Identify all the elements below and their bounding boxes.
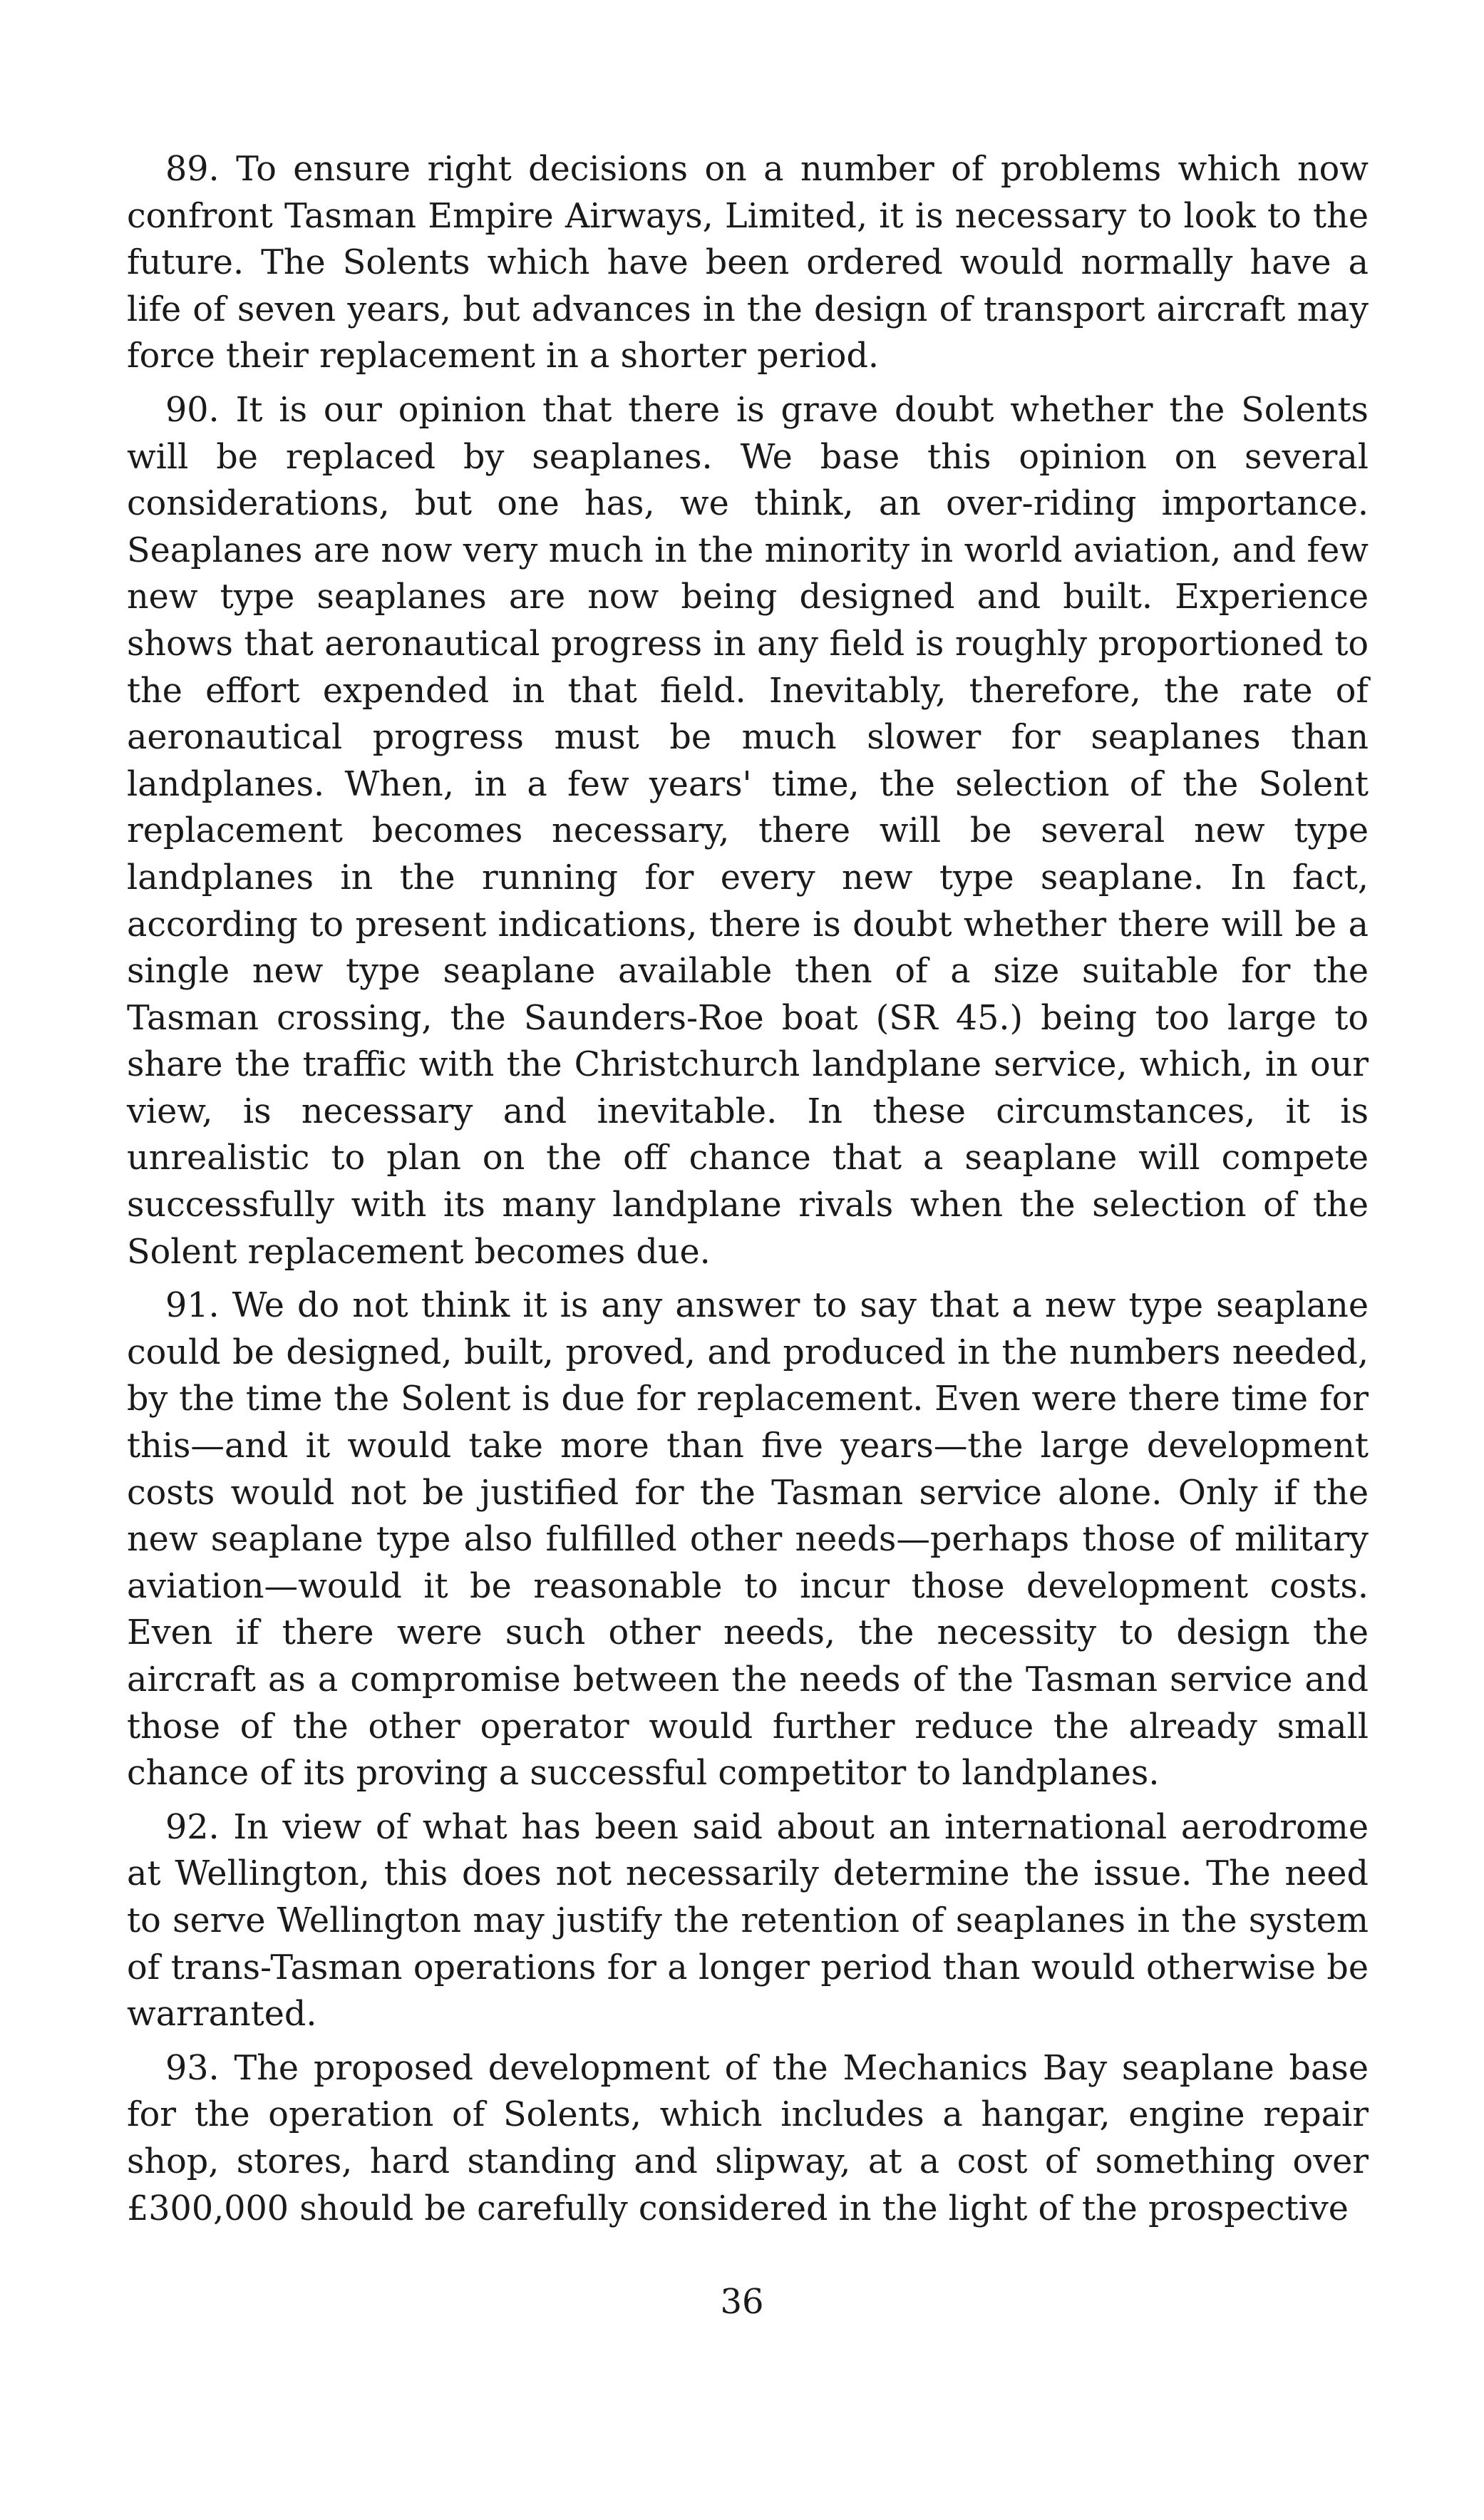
paragraph-89 (127, 146, 1369, 380)
paragraph-92 (127, 1804, 1369, 2038)
paragraph-number: 91. (165, 1286, 220, 1326)
paragraph-text: The proposed development of the Mechanics Bay seaplane base for the operation of Solents, which includes a hangar, engine repair shop, stores, hard standing and slipway, at a cost of something over £300,000 should be carefully considered in the light of the prospective (127, 2048, 1369, 2228)
body-text (127, 146, 1369, 2239)
page-number: 36 (720, 2282, 764, 2322)
paragraph-text: We do not think it is any answer to say that a new type seaplane could be designed, built, proved, and produced in the numbers needed, by the time the Solent is due for replacement. Even were there time for this—and it would take more than five years—the large development costs would not be justified for the Tasman service alone. Only if the new seaplane type also fulfilled other needs—perhaps those of military aviation—would it be reasonable to incur those development costs. Even if there were such other needs, the necessity to design the aircraft as a compromise between the needs of the Tasman service and those of the other operator would further reduce the already small chance of its proving a successful competitor to landplanes. (127, 1286, 1369, 1794)
paragraph-number: 90. (165, 390, 220, 430)
paragraph-text: To ensure right decisions on a number of problems which now confront Tasman Empire Airways, Limited, it is necessary to look to the future. The Solents which have been ordered would normally have a life of seven years, but advances in the design of transport aircraft may force their replacement in a shorter period. (127, 150, 1369, 376)
paragraph-91 (127, 1282, 1369, 1797)
paragraph-number: 92. (165, 1807, 220, 1847)
paragraph-90 (127, 387, 1369, 1275)
paragraph-number: 89. (165, 150, 220, 189)
paragraph-text: It is our opinion that there is grave doubt whether the Solents will be replaced by seaplanes. We base this opinion on several considerations, but one has, we think, an over-riding importance. Seaplanes are now very much in the minority in world aviation, and few new type seaplanes are now being designed and built. Experience shows that aeronautical progress in any field is roughly proportioned to the effort expended in that field. Inevitably, therefore, the rate of aeronautical progress must be much slower for seaplanes than landplanes. When, in a few years' time, the selection of the Solent replacement becomes necessary, there will be several new type landplanes in the running for every new type seaplane. In fact, according to present indications, there is doubt whether there will be a single new type seaplane available then of a size suitable for the Tasman crossing, the Saunders-Roe boat (SR 45.) being too large to share the traffic with the Christchurch landplane service, which, in our view, is necessary and inevitable. In these circumstances, it is unrealistic to plan on the off chance that a seaplane will compete successfully with its many landplane rivals when the selection of the Solent replacement becomes due. (127, 390, 1369, 1272)
paragraph-number: 93. (165, 2048, 220, 2088)
paragraph-text: In view of what has been said about an international aerodrome at Wellington, this does not necessarily determine the issue. The need to serve Wellington may justify the retention of seaplanes in the system of trans-Tasman operations for a longer period than would otherwise be warranted. (127, 1807, 1369, 2035)
paragraph-93 (127, 2045, 1369, 2232)
